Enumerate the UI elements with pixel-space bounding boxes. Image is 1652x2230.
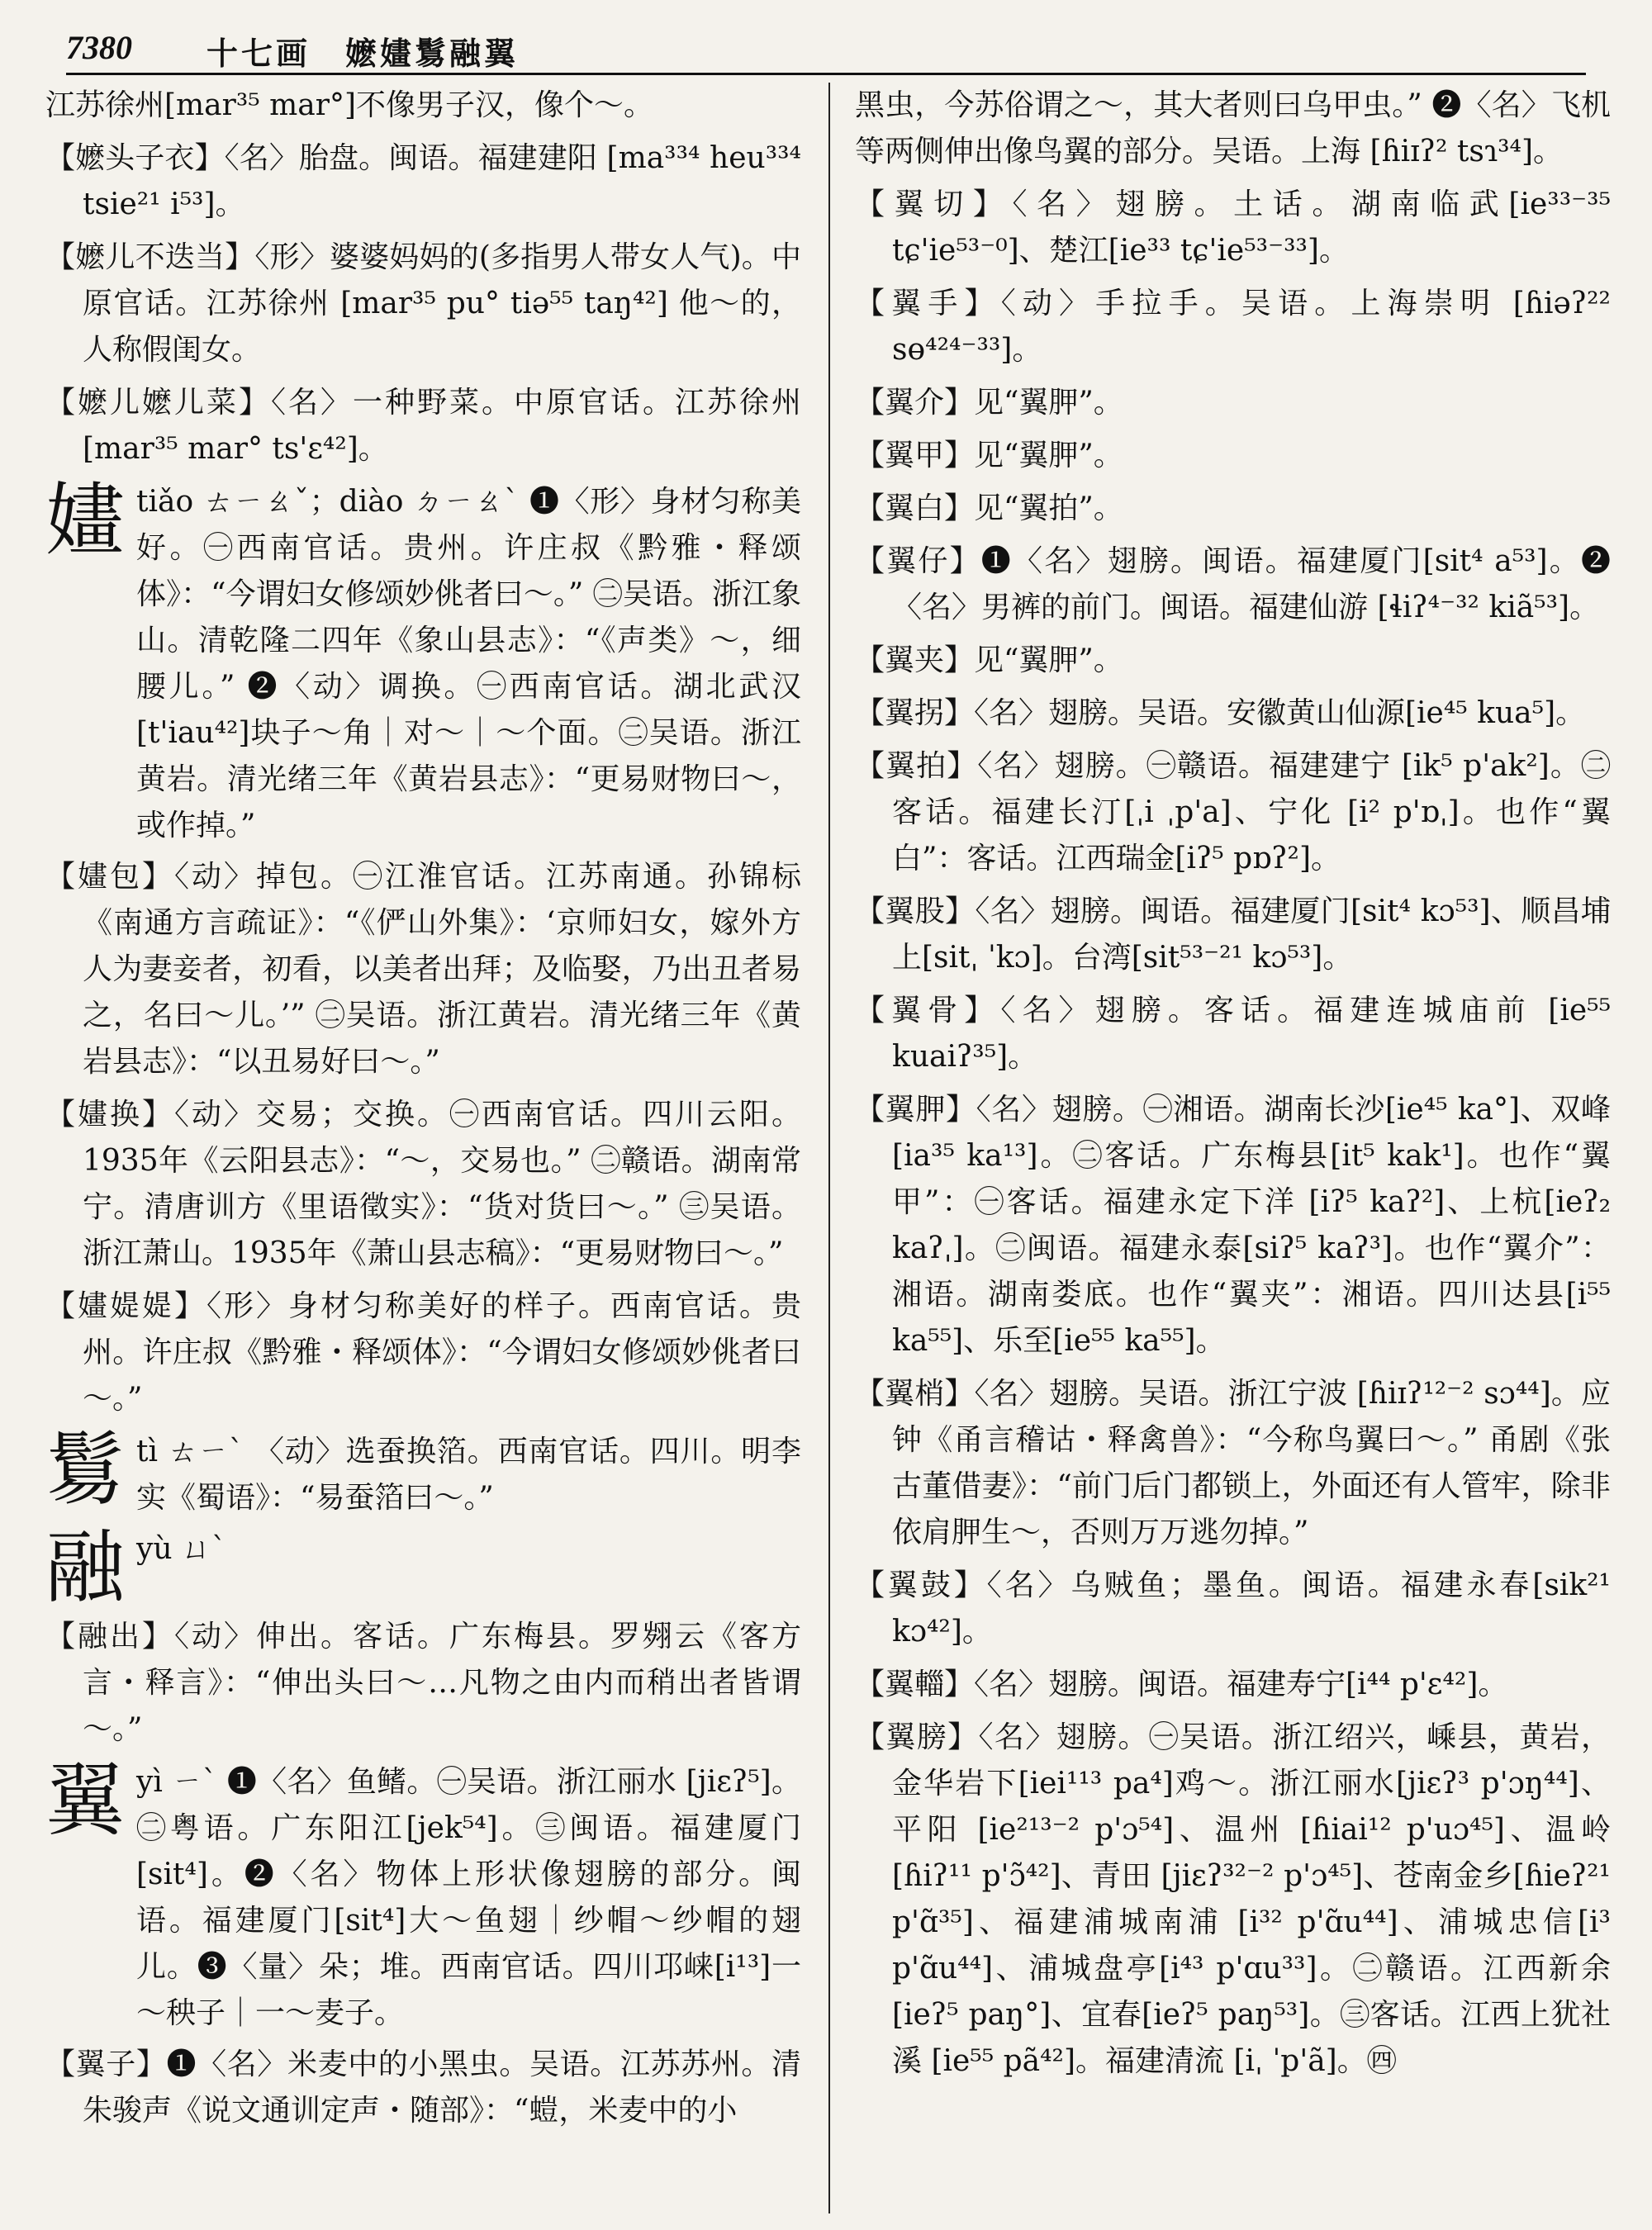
dictionary-entry: 【嫿换】〈动〉交易；交换。㊀西南官话。四川云阳。1935年《云阳县志》：“～，交易也。” ㊁赣语。湖南常宁。清唐训方《里语徵实》：“货对货曰～。” ㊂吴语。浙江萧山。1935年《萧山县志稿》：“更易财物曰～。” xyxy=(45,1098,801,1270)
entry-text: yù ㄩˋ xyxy=(136,1532,226,1566)
head-character-entry xyxy=(45,1754,801,2037)
column-divider xyxy=(828,83,830,2213)
head-character: 嫿 xyxy=(45,474,125,567)
dictionary-entry: 【嫿包】〈动〉掉包。㊀江淮官话。江苏南通。孙锦标《南通方言疏证》：“《俨山外集》：‘京师妇女，嫁外方人为妻妾者，初看，以美者出拜；及临娶，乃出丑者易之，名曰～儿。’” ㊁吴语。浙江黄岩。清光绪三年《黄岩县志》：“以丑易好曰～。” xyxy=(45,860,801,1079)
dictionary-entry: 【翼夹】见“翼胛”。 xyxy=(855,643,1123,677)
head-character-entry xyxy=(45,1424,801,1521)
dictionary-entry: 【翼拍】〈名〉翅膀。㊀赣语。福建建宁 [ik⁵ p'ak²]。㊁客话。福建长汀[ˌi ˌp'a]、宁化 [i² p'ɒˌ]。也作“翼白”：客话。江西瑞金[iʔ⁵ pɒʔ²]。 xyxy=(855,749,1611,875)
head-character: 翼 xyxy=(45,1754,125,1847)
dictionary-entry: 【翼介】见“翼胛”。 xyxy=(855,386,1123,420)
dictionary-entry: 【嫿媞媞】〈形〉身材匀称美好的样子。西南官话。贵州。许庄叔《黔雅・释颂体》：“今谓妇女修颂妙佻者曰～。” xyxy=(45,1289,801,1416)
dictionary-entry: 【翼骨】〈名〉翅膀。客话。福建连城庙前 [ie⁵⁵ kuaiʔ³⁵]。 xyxy=(855,994,1611,1074)
dictionary-entry: 【翼胛】〈名〉翅膀。㊀湘语。湖南长沙[ie⁴⁵ ka°]、双峰[ia³⁵ ka¹³]。㊁客话。广东梅县[it⁵ kak¹]。也作“翼甲”：㊀客话。福建永定下洋 [iʔ⁵ kaʔ²]、上杭[ieʔ₂ kaʔˌ]。㊁闽语。福建永泰[siʔ⁵ kaʔ³]。也作“翼介”：湘语。湖南娄底。也作“翼夹”：湘语。四川达县[i⁵⁵ ka⁵⁵]、乐至[ie⁵⁵ ka⁵⁵]。 xyxy=(855,1093,1611,1358)
entry-text: tì ㄊㄧˋ 〈动〉选蚕换箔。西南官话。四川。明李实《蜀语》：“易蚕箔曰～。” xyxy=(136,1435,801,1515)
head-character-entry xyxy=(45,1521,801,1614)
dictionary-entry: 【翼白】见“翼拍”。 xyxy=(855,491,1123,525)
header-rule xyxy=(66,73,1586,75)
continued-text: 黑虫，今苏俗谓之～，其大者则曰乌甲虫。” ❷〈名〉飞机等两侧伸出像鸟翼的部分。吴语。上海 [ɦiɪʔ² tsɿ³⁴]。 xyxy=(855,88,1611,168)
dictionary-entry: 【嬷儿嬷儿菜】〈名〉一种野菜。中原官话。江苏徐州 [mar³⁵ mar° ts'ɛ⁴²]。 xyxy=(45,386,801,466)
dictionary-entry: 【翼拐】〈名〉翅膀。吴语。安徽黄山仙源[ie⁴⁵ kua⁵]。 xyxy=(855,696,1586,730)
running-head: 十七画 嬷嫿鬄融翼 xyxy=(206,35,520,72)
dictionary-entry: 【翼仔】❶〈名〉翅膀。闽语。福建厦门[sit⁴ a⁵³]。❷〈名〉男裤的前门。闽语。福建仙游 [ɬiʔ⁴⁻³² kiã⁵³]。 xyxy=(855,544,1611,624)
dictionary-entry: 【融出】〈动〉伸出。客话。广东梅县。罗翙云《客方言・释言》：“伸出头曰～…凡物之由内而稍出者皆谓～。” xyxy=(45,1620,801,1746)
dictionary-entry: 【翼股】〈名〉翅膀。闽语。福建厦门[sit⁴ kɔ⁵³]、顺昌埔上[sitˌ ˈkɔ]。台湾[sit⁵³⁻²¹ kɔ⁵³]。 xyxy=(855,894,1611,975)
page-header xyxy=(66,23,1586,74)
dictionary-entry: 【翼膀】〈名〉翅膀。㊀吴语。浙江绍兴，嵊县，黄岩，金华岩下[iei¹¹³ pa⁴]鸡～。浙江丽水[jiɛʔ³ p'ɔŋ⁴⁴]、平阳 [ie²¹³⁻² p'ɔ⁵⁴]、温州 [ɦiai¹² p'uɔ⁴⁵]、温岭[ɦiʔ¹¹ p'ɔ̃⁴²]、青田 [jiɛʔ³²⁻² p'ɔ⁴⁵]、苍南金乡[ɦieʔ²¹ p'ɑ̃³⁵]、福建浦城南浦 [i³² p'ɑ̃u⁴⁴]、浦城忠信[i³ p'ɑ̃u⁴⁴]、浦城盘亭[i⁴³ p'ɑu³³]。㊁赣语。江西新余 [ieʔ⁵ paŋ°]、宜春[ieʔ⁵ paŋ⁵³]。㊂客话。江西上犹社溪 [ie⁵⁵ pã⁴²]。福建清流 [iˌ ˈp'ã]。㊃ xyxy=(855,1720,1611,2078)
head-character: 融 xyxy=(45,1521,125,1614)
entry-text: yì ㄧˋ ❶〈名〉鱼鳍。㊀吴语。浙江丽水 [jiɛʔ⁵]。㊁粤语。广东阳江[jek⁵⁴]。㊂闽语。福建厦门[sit⁴]。❷〈名〉物体上形状像翅膀的部分。闽语。福建厦门[sit⁴]大～鱼翅｜纱帽～纱帽的翅儿。❸〈量〉朵；堆。西南官话。四川邛崃[i¹³]一～秧子｜一～麦子。 xyxy=(136,1765,801,2030)
dictionary-entry: 【嬷儿不迭当】〈形〉婆婆妈妈的(多指男人带女人气)。中原官话。江苏徐州 [mar³⁵ pu° tiə⁵⁵ taŋ⁴²] 他～的，人称假闺女。 xyxy=(45,240,801,367)
head-character-entry xyxy=(45,474,801,849)
dictionary-entry: 【翼切】〈名〉翅膀。土话。湖南临武[ie³³⁻³⁵ tɕ'ie⁵³⁻⁰]、楚江[ie³³ tɕ'ie⁵³⁻³³]。 xyxy=(855,187,1611,268)
right-column xyxy=(855,83,1611,2091)
dictionary-entry: 【翼甲】见“翼胛”。 xyxy=(855,439,1123,472)
left-column xyxy=(45,83,801,2141)
dictionary-entry: 【翼子】❶〈名〉米麦中的小黑虫。吴语。江苏苏州。清朱骏声《说文通训定声・随部》：“螘，米麦中的小 xyxy=(45,2047,801,2128)
page-number: 7380 xyxy=(66,29,132,66)
dictionary-entry: 【翼手】〈动〉手拉手。吴语。上海崇明 [ɦiəʔ²² sɵ⁴²⁴⁻³³]。 xyxy=(855,287,1611,367)
dictionary-entry: 【嬷头子衣】〈名〉胎盘。闽语。福建建阳 [ma³³⁴ heu³³⁴ tsie²¹ i⁵³]。 xyxy=(45,141,801,221)
head-character: 鬄 xyxy=(45,1424,125,1516)
dictionary-entry: 【翼輺】〈名〉翅膀。闽语。福建寿宁[i⁴⁴ p'ɛ⁴²]。 xyxy=(855,1668,1508,1701)
dictionary-entry: 【翼梢】〈名〉翅膀。吴语。浙江宁波 [ɦiɪʔ¹²⁻² sɔ⁴⁴]。应钟《甬言稽诂・释禽兽》：“今称鸟翼曰～。” 甬剧《张古董借妻》：“前门后门都锁上，外面还有人管牢，除非依肩胛生～，否则万万逃勿掉。” xyxy=(855,1377,1611,1549)
dictionary-entry: 【翼鼓】〈名〉乌贼鱼；墨鱼。闽语。福建永春[sik²¹ kɔ⁴²]。 xyxy=(855,1568,1611,1649)
entry-text: tiǎo ㄊㄧㄠˇ；diào ㄉㄧㄠˋ ❶〈形〉身材匀称美好。㊀西南官话。贵州。许庄叔《黔雅・释颂体》：“今谓妇女修颂妙佻者曰～。” ㊁吴语。浙江象山。清乾隆二四年《象山县志》：“《声类》～，细腰儿。” ❷〈动〉调换。㊀西南官话。湖北武汉[t'iau⁴²]块子～角｜对～｜～个面。㊁吴语。浙江黄岩。清光绪三年《黄岩县志》：“更易财物曰～，或作掉。” xyxy=(136,485,801,842)
continued-text: 江苏徐州[mar³⁵ mar°]不像男子汉，像个～。 xyxy=(45,88,654,122)
